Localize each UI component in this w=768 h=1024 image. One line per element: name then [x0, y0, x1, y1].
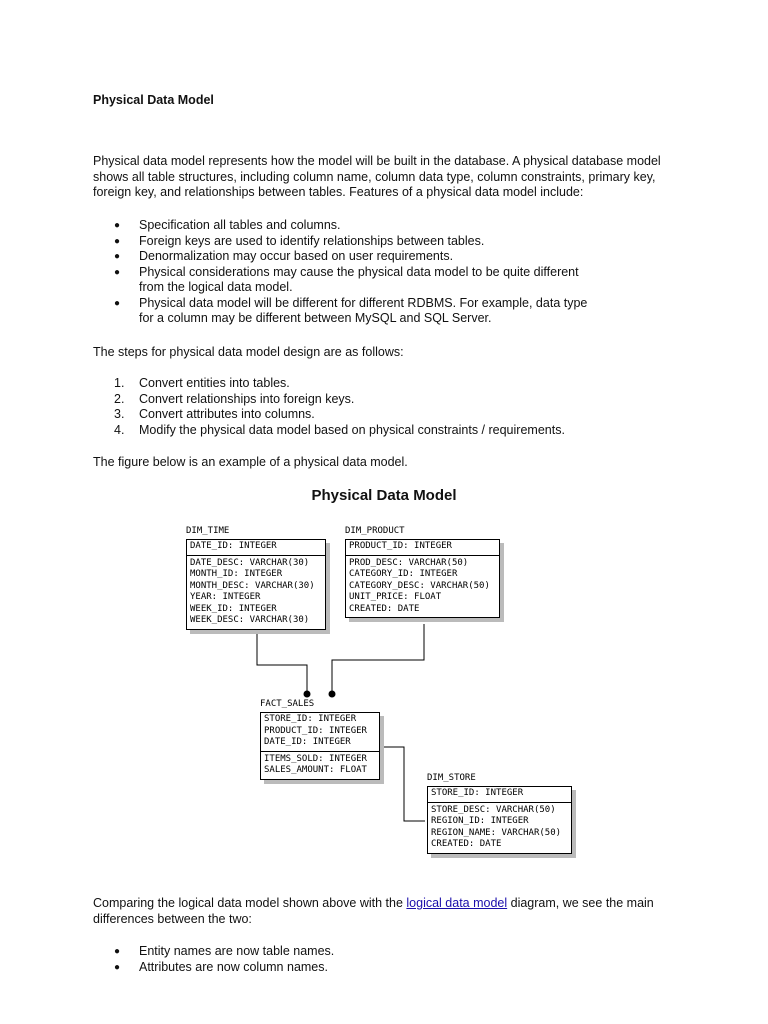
column-row: STORE_ID: INTEGER: [431, 788, 524, 798]
attributes-section: [346, 556, 499, 618]
relation-line-store-sales: [380, 747, 425, 821]
bullet-icon: ●: [114, 946, 121, 957]
intro-paragraph: Physical data model represents how the model will be built in the database. A physical database model shows all table structures, including column name, column data type, column constraints, primary key, foreign key, and relationships between tables. Features of a physical data model include:: [93, 154, 661, 199]
attributes-section: [261, 752, 379, 779]
table-box: [427, 786, 572, 854]
column-row: MONTH_DESC: VARCHAR(30): [190, 580, 315, 591]
column-row: YEAR: INTEGER: [190, 592, 261, 602]
relation-endpoint-dot: [304, 691, 311, 698]
bullet-icon: ●: [114, 220, 121, 231]
bullet-icon: ●: [114, 961, 121, 973]
list-item: ● Entity names are now table names.: [114, 944, 335, 958]
relation-endpoint-dot: [329, 691, 336, 698]
column-row: WEEK_ID: INTEGER: [190, 603, 277, 614]
table-name: DIM_STORE: [427, 773, 476, 783]
column-row: STORE_ID: INTEGER: [264, 714, 357, 724]
primary-key-section: [261, 713, 379, 752]
bullet-icon: ●: [114, 251, 121, 262]
steps-intro: The steps for physical data model design are as follows:: [93, 345, 404, 359]
column-row: ITEMS_SOLD: INTEGER: [264, 753, 367, 764]
attributes-section: [187, 556, 325, 629]
column-row: CATEGORY_DESC: VARCHAR(50): [349, 580, 490, 591]
document-heading: Physical Data Model: [93, 93, 214, 107]
column-row: PRODUCT_ID: INTEGER: [264, 725, 367, 736]
list-item: ● Physical data model will be different for different RDBMS. For example, data type for a column may be different between MySQL and SQL Server.: [114, 295, 588, 325]
bullet-icon: ●: [114, 266, 121, 278]
column-row: DATE_DESC: VARCHAR(30): [190, 557, 310, 568]
table-dim-product: [345, 526, 500, 618]
list-item: ● Physical considerations may cause the physical data model to be quite different from the logical data model.: [114, 264, 579, 294]
figure-intro: The figure below is an example of a physical data model.: [93, 455, 408, 469]
column-row: CREATED: DATE: [431, 839, 502, 849]
relation-line-product-sales: [332, 624, 424, 694]
list-item: ● Attributes are now column names.: [114, 959, 328, 974]
primary-key-section: [346, 540, 499, 556]
column-row: MONTH_ID: INTEGER: [190, 569, 283, 579]
attributes-section: [428, 803, 571, 853]
column-row: CATEGORY_ID: INTEGER: [349, 569, 458, 579]
primary-key-section: [428, 787, 571, 803]
list-item: 3. Convert attributes into columns.: [114, 407, 315, 421]
column-row: WEEK_DESC: VARCHAR(30): [190, 615, 310, 625]
column-row: UNIT_PRICE: FLOAT: [349, 592, 442, 602]
column-row: SALES_AMOUNT: FLOAT: [264, 765, 367, 775]
column-row: DATE_ID: INTEGER: [264, 737, 351, 747]
list-item: ● Foreign keys are used to identify relationships between tables.: [114, 233, 485, 248]
table-box: [186, 539, 326, 630]
table-box: [260, 712, 380, 780]
table-fact-sales: [260, 699, 380, 780]
column-row: DATE_ID: INTEGER: [190, 541, 277, 551]
table-name: DIM_PRODUCT: [345, 526, 405, 536]
list-item: 4. Modify the physical data model based on physical constraints / requirements.: [114, 422, 565, 437]
table-name: DIM_TIME: [186, 526, 230, 536]
list-item: 2. Convert relationships into foreign keys.: [114, 391, 355, 406]
bullet-icon: ●: [114, 297, 121, 309]
figure-title: Physical Data Model: [311, 487, 457, 504]
table-box: [345, 539, 500, 618]
column-row: STORE_DESC: VARCHAR(50): [431, 804, 556, 815]
column-row: REGION_ID: INTEGER: [431, 816, 529, 826]
list-item: ● Denormalization may occur based on user requirements.: [114, 249, 454, 263]
differences-list: [93, 944, 693, 975]
bullet-icon: ●: [114, 235, 121, 247]
comparison-paragraph: Comparing the logical data model shown above with the logical data model diagram, we see the main differences between the two:: [93, 896, 654, 926]
relation-line-time-sales: [257, 630, 307, 694]
list-item: 1. Convert entities into tables.: [114, 376, 290, 390]
table-dim-time: [186, 526, 326, 630]
table-name: FACT_SALES: [260, 699, 315, 709]
column-row: PROD_DESC: VARCHAR(50): [349, 557, 469, 568]
table-dim-store: [427, 773, 572, 854]
column-row: PRODUCT_ID: INTEGER: [349, 541, 452, 551]
column-row: CREATED: DATE: [349, 603, 420, 614]
logical-data-model-link[interactable]: logical data model: [406, 896, 508, 910]
primary-key-section: [187, 540, 325, 556]
list-item: ● Specification all tables and columns.: [114, 218, 341, 232]
column-row: REGION_NAME: VARCHAR(50): [431, 827, 562, 838]
